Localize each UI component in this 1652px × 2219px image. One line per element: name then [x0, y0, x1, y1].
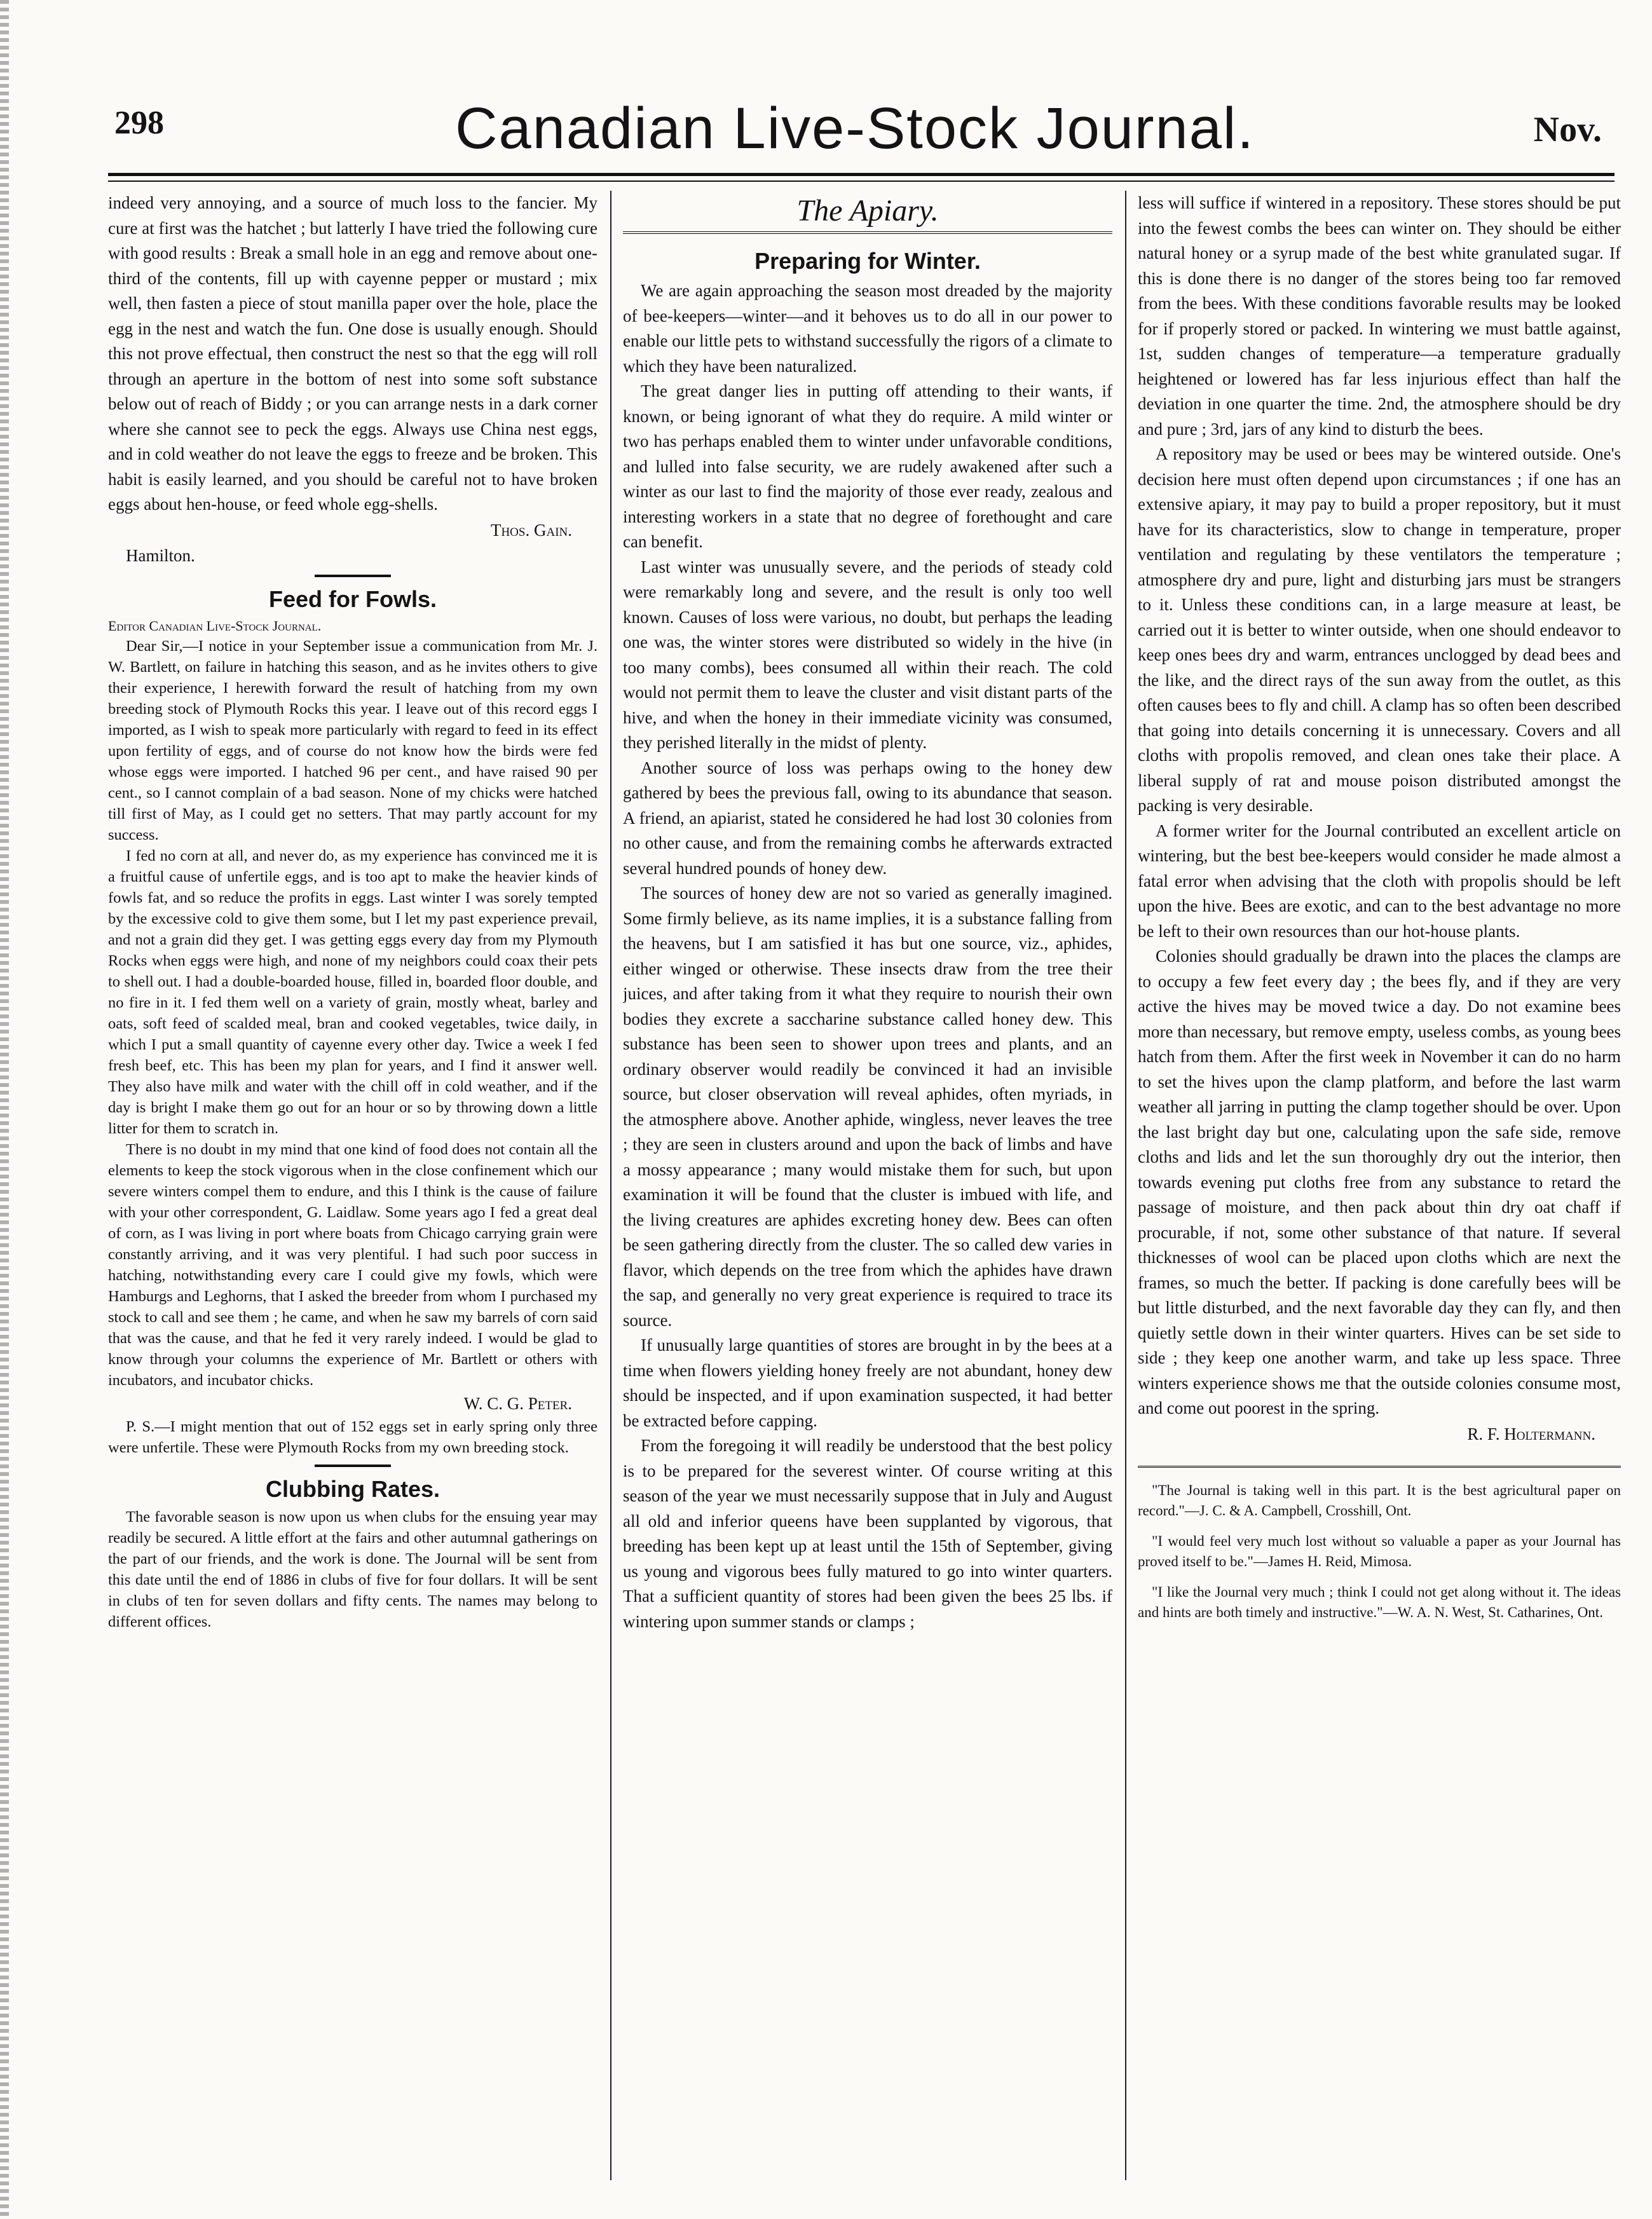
article-paragraph: The great danger lies in putting off attending to their wants, if known, or being ignorant of what they do require. A mild winter or two has perhaps enabled them to winter under unfavorable conditions, and lulled into false security, we are rudely awakened after such a winter as our last to find the majority of those ever ready, zealous and interesting workers in a state that no degree of forethought and care can benefit.: [623, 381, 1112, 551]
editor-salutation: Editor Canadian Live-Stock Journal.: [108, 617, 322, 634]
column-middle: [623, 191, 1112, 2206]
column-left: [108, 191, 597, 2206]
section-title-apiary: The Apiary.: [623, 191, 1112, 234]
author-signature: R. F. Holtermann.: [1467, 1424, 1595, 1444]
article-paragraph: indeed very annoying, and a source of much loss to the fancier. My cure at first was the hatchet ; but latterly I have tried the following cure with good results : Break a small hole in an egg and remove about one-third of the contents, fill up with cayenne pepper or mustard ; mix well, then fasten a piece of stout manilla paper over the hole, place the egg in the nest and watch the fun. One dose is usually enough. Should this not prove effectual, then construct the nest so that the egg will roll through an aperture in the bottom of nest into some soft substance below out of reach of Biddy ; or you can arrange nests in a dark corner where she cannot see to peck the eggs. Always use China nest eggs, and in cold weather do not leave the eggs to freeze and be broken. This habit is easily learned, and you should be careful not to have broken eggs about hen-house, or feed whole egg-shells.: [108, 193, 597, 514]
article-paragraph: Another source of loss was perhaps owing to the honey dew gathered by bees the previous fall, owing to its abundance that season. A friend, an apiarist, stated he considered he had lost 30 colonies from no other cause, and from the remaining combs he afterwards extracted several hundred pounds of honey dew.: [623, 758, 1112, 878]
column-divider: [610, 191, 611, 2180]
testimonial: "I like the Journal very much ; think I could not get along without it. The ideas and hints are both timely and instructive."—W. A. N. West, St. Catharines, Ont.: [1138, 1583, 1621, 1620]
section-divider: [315, 575, 391, 577]
article-paragraph: Dear Sir,—I notice in your September issue a communication from Mr. J. W. Bartlett, on failure in hatching this season, and as he invites others to give their experience, I herewith forward the result of hatching from my own breeding stock of Plymouth Rocks this year. I leave out of this record eggs I imported, as I wish to speak more particularly with regard to feed in its effect upon fertility of eggs, and of course do not know how the birds were fed whose eggs were imported. I hatched 96 per cent., and have raised 90 per cent., so I cannot complain of a bad season. None of my chicks were hatched till first of May, as I could get no setters. That may partly account for my success.: [108, 637, 597, 843]
column-divider: [1125, 191, 1126, 2180]
newspaper-page: [95, 95, 1621, 2206]
article-paragraph: A repository may be used or bees may be wintered outside. One's decision here must often depend upon circumstances ; if one has an extensive apiary, it may pay to build a proper repository, but it must have for its characteristics, slow to change in temperature, proper ventilation and regulating by these ventilators the temperature ; atmosphere dry and pure, light and disturbing jars must be strangers to it. Unless these conditions can, in a large measure at least, be carried out it is better to winter outside, when one should endeavor to keep ones bees dry and warm, entrances unclogged by dead bees and the like, and the direct rays of the sun away from the outlet, as this often causes bees to fly and chill. A clamp has so often been described that going into details concerning it is unnecessary. Covers and all cloths with propolis removed, and clean ones take their place. A liberal supply of rat and mouse poison distributed amongst the packing is very desirable.: [1138, 444, 1621, 815]
masthead-rule: [108, 173, 1614, 176]
article-paragraph: The sources of honey dew are not so varied as generally imagined. Some firmly believe, as its name implies, it is a substance falling from the heavens, but I am satisfied it has but one source, viz., aphides, either winged or otherwise. These insects draw from the tree their juices, and after taking from it what they require to nourish their own bodies they excrete a saccharine substance called honey dew. This substance has been seen to shower upon trees and plants, and an ordinary observer would readily be convinced it had an invisible source, but closer observation will reveal aphides, often myriads, in the atmosphere above. Another aphide, wingless, never leaves the tree ; they are seen in clusters around and upon the back of limbs and have a mossy appearance ; many would mistake them for such, but upon examination it will be found that the cluster is imbued with life, and the living creatures are aphides excreting honey dew. Bees can often be seen gathering directly from the cluster. The so called dew varies in flavor, which depends on the tree from which the aphides have drawn the sap, and generally no very great experience is required to trace its source.: [623, 884, 1112, 1330]
heading-preparing-for-winter: Preparing for Winter.: [754, 248, 981, 274]
article-paragraph: We are again approaching the season most dreaded by the majority of bee-keepers—winter—and it behoves us to do all in our power to enable our little pets to withstand successfully the rigors of a climate to which they have been naturalized.: [623, 281, 1112, 376]
letter-body: [108, 617, 597, 1391]
article-paragraph: less will suffice if wintered in a repository. These stores should be put into the fewest combs the bees can winter on. They should be either natural honey or a syrup made of the best white granulated sugar. If this is done there is no danger of the stores being too far removed from the bees. With these conditions favorable results may be looked for if properly stored or packed. In wintering we must battle against, 1st, sudden changes of temperature—a temperature gradually heightened or lowered has far less injurious effect than half the deviation in one quarter the time. 2nd, the atmosphere should be dry and pure ; 3rd, jars of any kind to disturb the bees.: [1138, 193, 1621, 439]
heading-clubbing-rates: Clubbing Rates.: [265, 1475, 440, 1502]
author-signature: Thos. Gain.: [490, 520, 572, 540]
issue-month: Nov.: [1533, 110, 1602, 149]
postscript: P. S.—I might mention that out of 152 eggs set in early spring only three were unfertile. These were Plymouth Rocks from my own breeding stock.: [108, 1417, 597, 1456]
page-number: 298: [114, 105, 164, 141]
author-signature: W. C. G. Peter.: [463, 1393, 572, 1413]
masthead-rule-thin: [108, 181, 1614, 182]
article-paragraph: The favorable season is now upon us when clubs for the ensuing year may readily be secured. A little effort at the fairs and other autumnal gatherings on the part of our friends, and the work is done. The Journal will be sent from this date until the end of 1886 in clubs of five for four dollars. It will be sent in clubs of ten for seven dollars and fifty cents. The names may belong to different offices.: [108, 1508, 597, 1630]
column-right: [1138, 191, 1621, 2206]
section-divider: [315, 1465, 391, 1467]
article-paragraph: There is no doubt in my mind that one kind of food does not contain all the elements to keep the stock vigorous when in the close confinement which our severe winters compel them to endure, and this I think is the cause of failure with your other correspondent, G. Laidlaw. Some years ago I fed a great deal of corn, as I was living in port where boats from Chicago carrying grain were constantly arriving, and it was very plentiful. I had such poor success in hatching, notwithstanding every care I could give my fowls, which were Hamburgs and Leghorns, that I asked the breeder from whom I purchased my stock to call and see them ; he came, and when he saw my barrels of corn said that was the cause, and that he fed it very rarely indeed. I would be glad to know through your columns the experience of Mr. Bartlett or others with incubators, and incubator chicks.: [108, 1140, 597, 1389]
article-paragraph: From the foregoing it will readily be understood that the best policy is to be prepared for the severest winter. Of course writing at this season of the year we must necessarily suppose that in July and August all old and inferior queens have been supplanted by vigorous, that breeding has been kept up at least until the 15th of September, giving us young and vigorous bees fully matured to go into winter quarters. That a sufficient quantity of stores had been given the bees 25 lbs. if wintering upon summer stands or clamps ;: [623, 1436, 1112, 1631]
journal-title: Canadian Live-Stock Journal.: [455, 96, 1255, 161]
masthead: [95, 95, 1614, 178]
article-paragraph: If unusually large quantities of stores are brought in by the bees at a time when flowers yielding honey freely are not abundant, honey dew should be inspected, and if upon examination suspected, it had better be extracted before capping.: [623, 1335, 1112, 1430]
heading-feed-for-fowls: Feed for Fowls.: [268, 585, 437, 612]
testimonial: "I would feel very much lost without so valuable a paper as your Journal has proved itself to be."—James H. Reid, Mimosa.: [1138, 1533, 1621, 1569]
article-paragraph: I fed no corn at all, and never do, as my experience has convinced me it is a fruitful cause of unfertile eggs, and is too apt to make the heavier kinds of fowls fat, and so reduce the profits in eggs. Last winter I was sorely tempted by the excessive cold to give them some, but I let my past experience prevail, and not a grain did they get. I was getting eggs every day from my Plymouth Rocks when eggs were high, and none of my neighbors could coax their pets to shell out. I had a double-boarded house, filled in, boarded floor double, and no fire in it. I fed them well on a variety of grain, mostly wheat, barley and oats, soft feed of scalded meal, bran and cooked vegetables, twice daily, in which I put a small quantity of cayenne every other day. Twice a week I fed fresh beef, etc. This has been my plan for years, and I find it answer well. They also have milk and water with the chill off in cold weather, and if the day is bright I make them go out for an hour or so by throwing down a little litter for them to scratch in.: [108, 847, 597, 1137]
article-paragraph: Last winter was unusually severe, and the periods of steady cold were remarkably long and severe, and the result is only too well known. Causes of loss were various, no doubt, but perhaps the leading one was, the winter stores were distributed so widely in the hive (in too many combs), bees consumed all within their reach. The cold would not permit them to leave the cluster and visit distant parts of the hive, and when the honey in their immediate vicinity was consumed, they perished literally in the midst of plenty.: [623, 557, 1112, 752]
scan-edge-artifact: [0, 0, 9, 2219]
testimonial: "The Journal is taking well in this part. It is the best agricultural paper on record."—J. C. & A. Campbell, Crosshill, Ont.: [1138, 1482, 1621, 1519]
reader-testimonials: [1138, 1466, 1621, 1623]
article-paragraph: Colonies should gradually be drawn into the places the clamps are to occupy a few feet every day ; the bees fly, and if they are very active the hives may be moved twice a day. Do not examine bees more than necessary, but remove empty, useless combs, as young bees hatch from them. After the first week in November it can do no harm to set the hives upon the clamp platform, and before the last warm weather all jarring in putting the clamp together should be over. Upon the last bright day but one, calculating upon the safe side, remove cloths and lids and let the sun thoroughly dry out the interior, then towards evening put cloths free from any substance to retard the passage of moisture, and then pack about thin dry oat chaff if procurable, if not, some other substance of that nature. If several thicknesses of wool can be placed upon cloths which are next the frames, so much the better. If packing is done carefully bees will be but little disturbed, and the next favorable day they can fly, and then quietly settle down in their winter quarters. Hives can be set side to side ; they keep one another warm, and take up less space. Three winters experience shows me that the outside colonies consume most, and come out poorest in the spring.: [1138, 946, 1621, 1417]
article-paragraph: A former writer for the Journal contributed an excellent article on wintering, but the best bee-keepers would consider he made almost a fatal error when advising that the cloth with propolis should be left upon the hive. Bees are exotic, and can to the best advantage no more be left to their own resources than our hot-house plants.: [1138, 821, 1621, 941]
author-location: Hamilton.: [126, 545, 195, 565]
